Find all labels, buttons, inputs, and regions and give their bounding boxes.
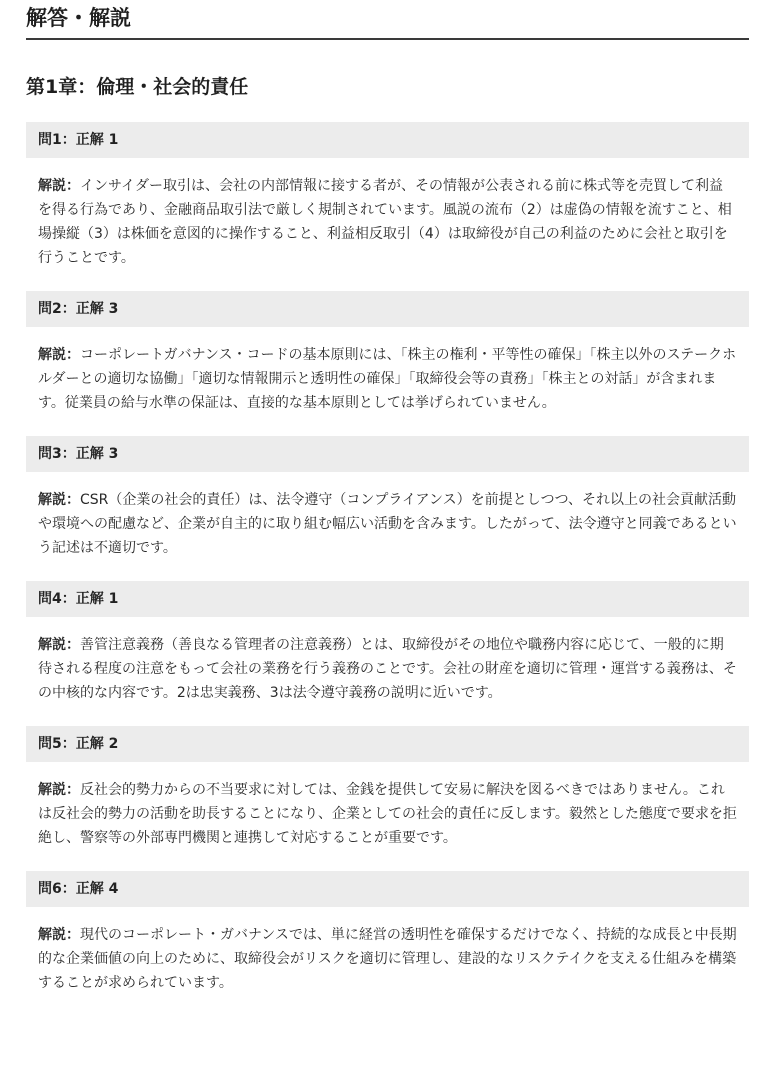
question-header: 問1：正解 1 [26,122,749,158]
question-block-5 [26,726,749,850]
explanation-label: 解説： [38,492,80,508]
explanation-label: 解説： [38,178,80,194]
explanation-text: インサイダー取引は、会社の内部情報に接する者が、その情報が公表される前に株式等を売買して利益を得る行為であり、金融商品取引法で厳しく規制されています。風説の流布（2）は虚偽の情報を流すこと、相場操縦（3）は株価を意図的に操作すること、利益相反取引（4）は取締役が自己の利益のために会社と取引を行うことです。 [38,178,732,266]
explanation [26,907,749,995]
explanation-label: 解説： [38,927,80,943]
explanation-text: 現代のコーポレート・ガバナンスでは、単に経営の透明性を確保するだけでなく、持続的な成長と中長期的な企業価値の向上のために、取締役会がリスクを適切に管理し、建設的なリスクテイクを支える仕組みを構築することが求められています。 [38,927,737,991]
explanation-label: 解説： [38,782,80,798]
question-block-3 [26,436,749,560]
question-block-1 [26,122,749,270]
chapter-title: 第1章：倫理・社会的責任 [26,76,249,98]
question-header: 問6：正解 4 [26,871,749,907]
explanation-text: CSR（企業の社会的責任）は、法令遵守（コンプライアンス）を前提としつつ、それ以上の社会貢献活動や環境への配慮など、企業が自主的に取り組む幅広い活動を含みます。したがって、法令遵守と同義であるという記述は不適切です。 [38,492,737,556]
question-block-4 [26,581,749,705]
explanation [26,158,749,270]
question-block-6 [26,871,749,995]
explanation-text: 善管注意義務（善良なる管理者の注意義務）とは、取締役がその地位や職務内容に応じて、一般的に期待される程度の注意をもって会社の業務を行う義務のことです。会社の財産を適切に管理・運営する義務は、その中核的な内容です。2は忠実義務、3は法令遵守義務の説明に近いです。 [38,637,737,701]
explanation [26,327,749,415]
explanation-text: コーポレートガバナンス・コードの基本原則には、「株主の権利・平等性の確保」「株主以外のステークホルダーとの適切な協働」「適切な情報開示と透明性の確保」「取締役会等の責務」「株主との対話」が含まれます。従業員の給与水準の保証は、直接的な基本原則としては挙げられていません。 [38,347,737,411]
question-header: 問2：正解 3 [26,291,749,327]
page-title: 解答・解説 [26,0,749,40]
question-header: 問5：正解 2 [26,726,749,762]
question-header: 問3：正解 3 [26,436,749,472]
question-header: 問4：正解 1 [26,581,749,617]
explanation [26,617,749,705]
explanation-label: 解説： [38,637,80,653]
explanation-label: 解説： [38,347,80,363]
question-list [26,122,749,995]
explanation [26,472,749,560]
question-block-2 [26,291,749,415]
explanation [26,762,749,850]
explanation-text: 反社会的勢力からの不当要求に対しては、金銭を提供して安易に解決を図るべきではありません。これは反社会的勢力の活動を助長することになり、企業としての社会的責任に反します。毅然とした態度で要求を拒絶し、警察等の外部専門機関と連携して対応することが重要です。 [38,782,737,846]
